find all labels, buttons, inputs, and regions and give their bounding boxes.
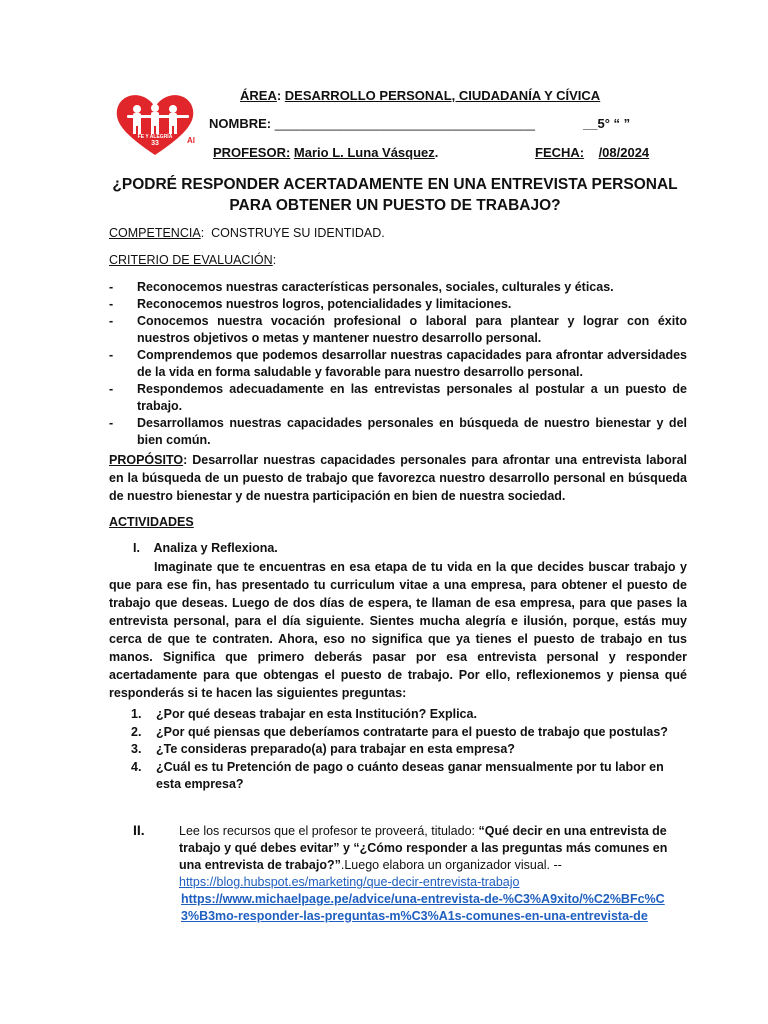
logo-number: 33: [151, 140, 159, 147]
criterio-list: [109, 279, 687, 449]
section1-num: I.: [133, 541, 140, 555]
competencia-value: CONSTRUYE SU IDENTIDAD.: [211, 226, 385, 240]
fecha-line: [535, 145, 649, 160]
heart-logo-icon: [115, 93, 201, 157]
michaelpage-link-block: [181, 891, 676, 925]
fecha-value: /08/2024: [598, 145, 650, 160]
competencia-label: COMPETENCIA: [109, 226, 201, 240]
criterio-label: CRITERIO DE EVALUACIÓN: [109, 253, 273, 267]
question-text: ¿Por qué piensas que deberíamos contratarte para el puesto de trabajo que postulas?: [156, 724, 668, 739]
question-item: [131, 724, 687, 742]
question-text: ¿Por qué deseas trabajar en esta Institución? Explica.: [156, 707, 477, 721]
questions-list: [131, 706, 687, 794]
section2-intro: Lee los recursos que el profesor te proveerá, titulado:: [179, 824, 479, 838]
section2-paragraph: [179, 823, 689, 891]
criterio-item: - Comprendemos que podemos desarrollar nuestras capacidades para afrontar adversidades de la vida en forma saludable y favorable para nuestro desarrollo personal.: [109, 347, 687, 381]
question-item: [131, 741, 687, 759]
section1-title: Analiza y Reflexiona.: [153, 541, 278, 555]
proposito-text: Desarrollar nuestras capacidades personales para afrontar una entrevista laboral en la búsqueda de un puesto de trabajo que favorezca nuestro desarrollo personal en búsqueda de nuestro bienestar y de nuestra participación en bien de nuestra sociedad.: [109, 453, 688, 503]
criterio-item: - Reconocemos nuestros logros, potencialidades y limitaciones.: [109, 296, 687, 313]
profesor-label: PROFESOR:: [213, 145, 291, 160]
criterio-item: - Conocemos nuestra vocación profesional o laboral para plantear y lograr con éxito nuestros objetivos o metas y mantener nuestro desarrollo personal.: [109, 313, 687, 347]
question-item: [131, 759, 687, 794]
school-logo: [115, 93, 201, 157]
area-value: DESARROLLO PERSONAL, CIUDADANÍA Y CÍVICA: [284, 88, 601, 103]
fecha-label: FECHA:: [535, 145, 585, 160]
criterio-heading: CRITERIO DE EVALUACIÓN:: [109, 253, 277, 267]
section2-num: II.: [133, 822, 145, 838]
question-text: ¿Te consideras preparado(a) para trabajar en esta empresa?: [156, 742, 515, 756]
profesor-value: Mario L. Luna Vásquez: [293, 145, 435, 160]
question-num: 4.: [131, 759, 142, 774]
page-title: ¿PODRÉ RESPONDER ACERTADAMENTE EN UNA ENTREVISTA PERSONAL PARA OBTENER UN PUESTO DE TRABAJO?: [112, 176, 678, 214]
actividades-heading: ACTIVIDADES: [109, 515, 194, 529]
logo-corner: Al: [187, 136, 195, 145]
question-text: ¿Cuál es tu Pretención de pago o cuánto deseas ganar mensualmente por tu labor en esta empresa?: [156, 759, 664, 791]
proposito-label: PROPÓSITO: [109, 453, 184, 467]
area-line: ÁREA: DESARROLLO PERSONAL, CIUDADANÍA Y CÍVICA: [240, 88, 601, 103]
nombre-line: [209, 116, 535, 131]
nombre-label: NOMBRE:: [209, 116, 272, 131]
proposito-paragraph: PROPÓSITO: Desarrollar nuestras capacidades personales para afrontar una entrevista laboral en la búsqueda de un puesto de trabajo que favorezca nuestro desarrollo personal en búsqueda de nuestro bienestar y de nuestra participación en bien de nuestra sociedad.: [109, 453, 688, 503]
section1-paragraph: Imaginate que te encuentras en esa etapa de tu vida en la que decides buscar trabajo y que para ese fin, has presentado tu curriculum vitae a una empresa, para obtener el puesto de trabajo que deseas. Luego de dos días de espera, te llaman de esa empresa, para que pases la entrevista personal, para el día siguiente. Sientes mucha alegría e ilusión, porque, estás muy cerca de que te contraten. Ahora, eso no significa que ya tienes el puesto de trabajo en tus manos. Significa que primero deberás pasar por esa entrevista personal y responder acertadamente para que obtengas el puesto de trabajo. Por ello, reflexionemos y piensa qué responderás si te hacen las siguientes preguntas:: [109, 560, 687, 700]
criterio-item: - Desarrollamos nuestras capacidades personales en búsqueda de nuestro bienestar y del bien común.: [109, 415, 687, 449]
question-item: [131, 706, 687, 724]
question-num: 3.: [131, 742, 142, 756]
profesor-line: PROFESOR: Mario L. Luna Vásquez.: [213, 145, 439, 160]
logo-text: FE Y ALEGRÍA: [137, 134, 173, 140]
criterio-item: - Respondemos adecuadamente en las entrevistas personales al postular a un puesto de trabajo.: [109, 381, 687, 415]
section2-bold: “Qué decir en una entrevista de trabajo y qué debes evitar” y “¿Cómo responder a las preguntas más comunes en una entrevista de trabajo?”: [179, 824, 668, 872]
nombre-blank: ____________________________________: [274, 116, 536, 131]
competencia-line: COMPETENCIA: CONSTRUYE SU IDENTIDAD.: [109, 226, 385, 240]
section2-after: .Luego elabora un organizador visual. --: [340, 858, 562, 872]
question-num: 2.: [131, 724, 142, 739]
question-num: 1.: [131, 707, 142, 721]
grado-field: __5° “ ”: [583, 116, 631, 131]
hubspot-link[interactable]: https://blog.hubspot.es/marketing/que-decir-entrevista-trabajo: [179, 875, 520, 889]
area-label: ÁREA: [240, 88, 277, 103]
criterio-item: - Reconocemos nuestras características personales, sociales, culturales y éticas.: [109, 279, 687, 296]
michaelpage-link[interactable]: https://www.michaelpage.pe/advice/una-entrevista-de-%C3%A9xito/%C2%BFc%C3%B3mo-responder-las-preguntas-m%C3%A1s-comunes-en-una-entrevista-de: [181, 892, 665, 923]
section1-heading: [133, 541, 278, 555]
